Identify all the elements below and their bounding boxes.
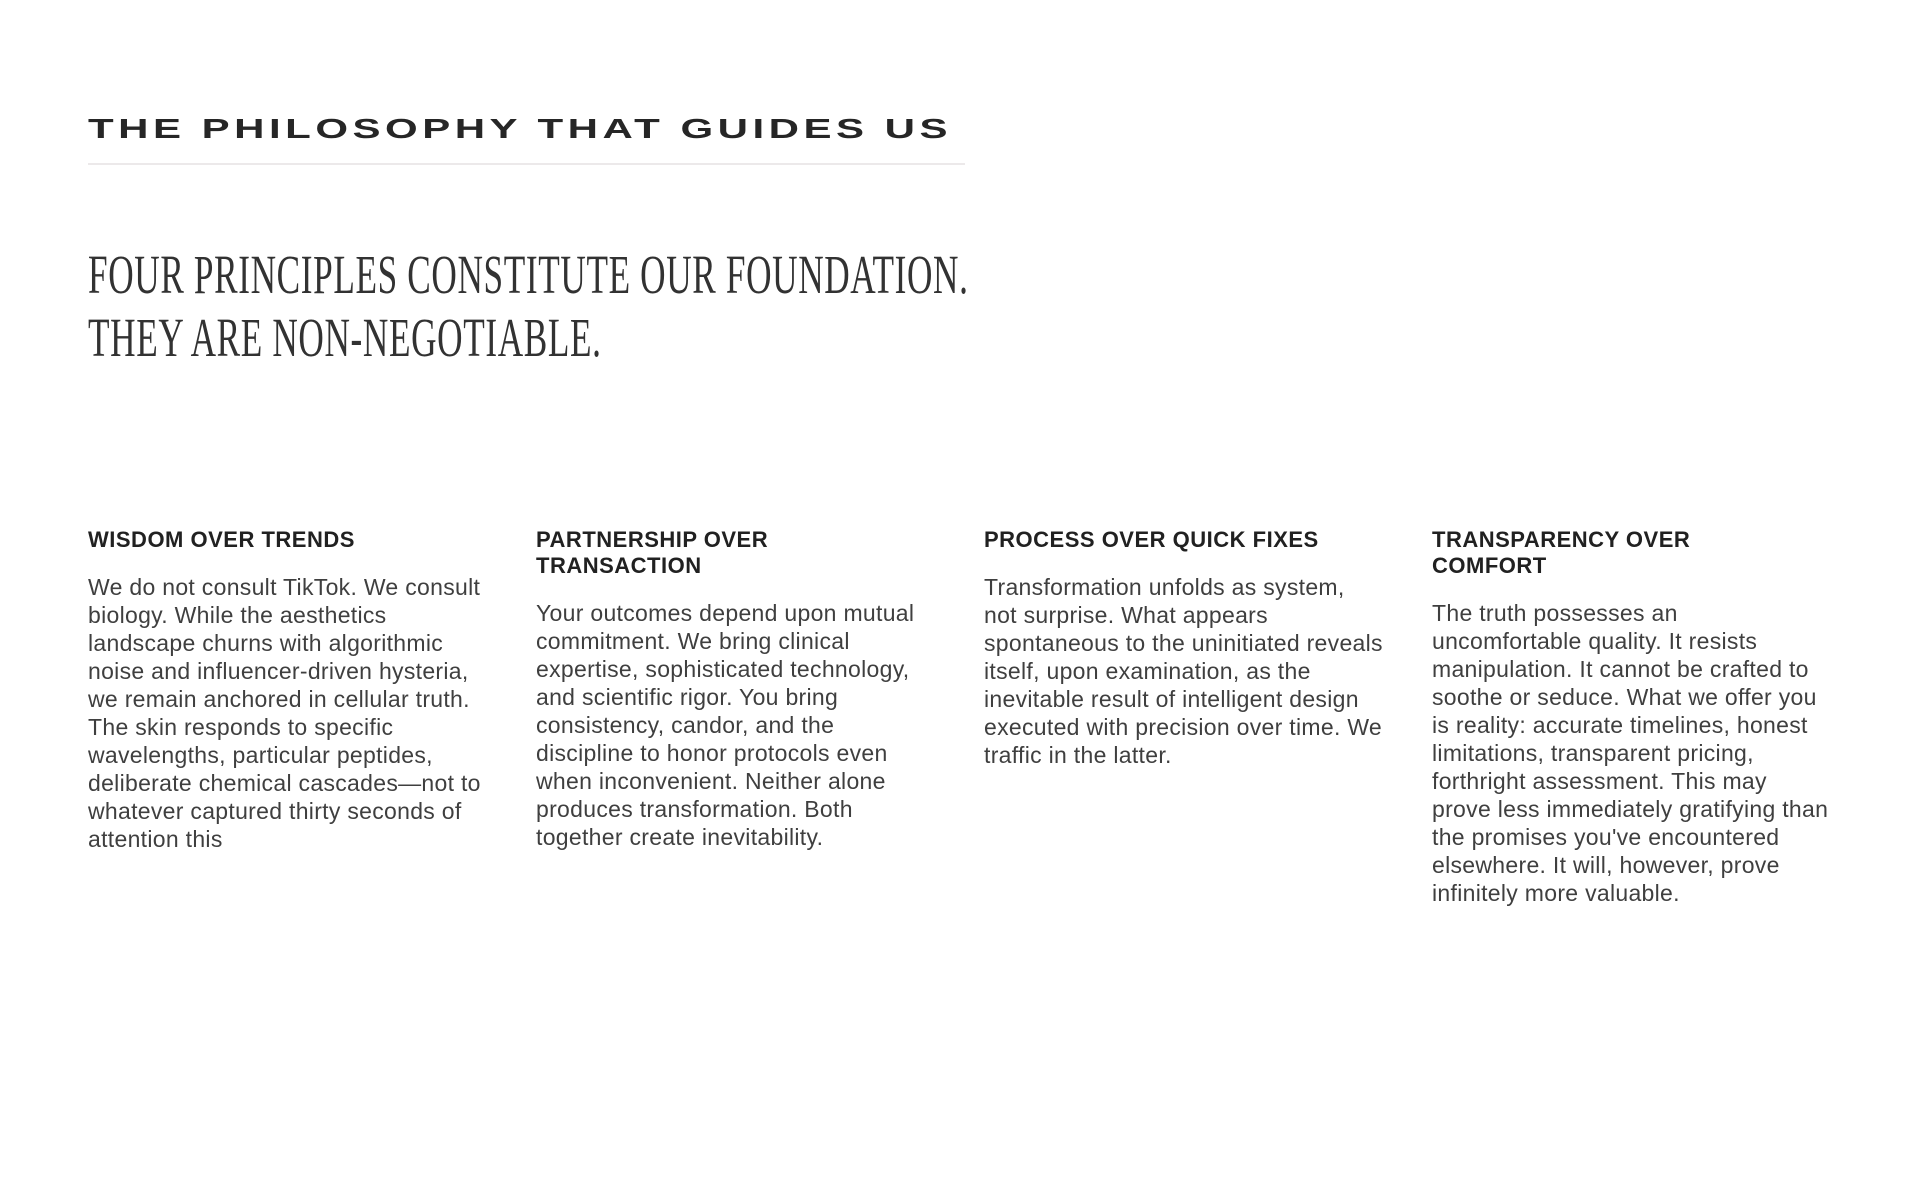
principle-card-wisdom [88, 527, 488, 853]
principle-title: WISDOM OVER TRENDS [88, 527, 355, 552]
section-header [88, 113, 965, 165]
principle-body: Transformation unfolds as system, not surprise. What appears spontaneous to the uninitiated reveals itself, upon examination, as the inevitable result of intelligent design executed with precision over time. We traffic in the latter. [984, 574, 1383, 768]
section-title: THE PHILOSOPHY THAT GUIDES US [88, 113, 953, 144]
principle-body: Your outcomes depend upon mutual commitment. We bring clinical expertise, sophisticated technology, and scientific rigor. You bring consistency, candor, and the discipline to honor protocols even when inconvenient. Neither alone produces transformation. Both together create inevitability. [536, 600, 915, 850]
principles-grid [88, 527, 1832, 907]
principle-body: The truth possesses an uncomfortable quality. It resists manipulation. It cannot be crafted to soothe or seduce. What we offer you is reality: accurate timelines, honest limitations, transparent pricing, forthright assessment. This may prove less immediately gratifying than the promises you've encountered elsewhere. It will, however, prove infinitely more valuable. [1432, 600, 1829, 906]
foundation-statement [88, 243, 1204, 369]
principle-title: PROCESS OVER QUICK FIXES [984, 527, 1319, 552]
principle-title: TRANSPARENCY OVER COMFORT [1432, 527, 1691, 578]
principle-card-transparency [1432, 527, 1832, 907]
principle-card-partnership [536, 527, 936, 851]
statement-line-2: THEY ARE NON-NEGOTIABLE. [88, 307, 602, 368]
philosophy-section [0, 113, 1920, 907]
statement-line-1: FOUR PRINCIPLES CONSTITUTE OUR FOUNDATION. [88, 244, 969, 305]
principle-body: We do not consult TikTok. We consult biology. While the aesthetics landscape churns with algorithmic noise and influencer-driven hysteria, we remain anchored in cellular truth. The skin responds to specific wavelengths, particular peptides, deliberate chemical cascades—not to whatever captured thirty seconds of attention this [88, 574, 481, 852]
principle-title: PARTNERSHIP OVER TRANSACTION [536, 527, 769, 578]
principle-card-process [984, 527, 1384, 769]
